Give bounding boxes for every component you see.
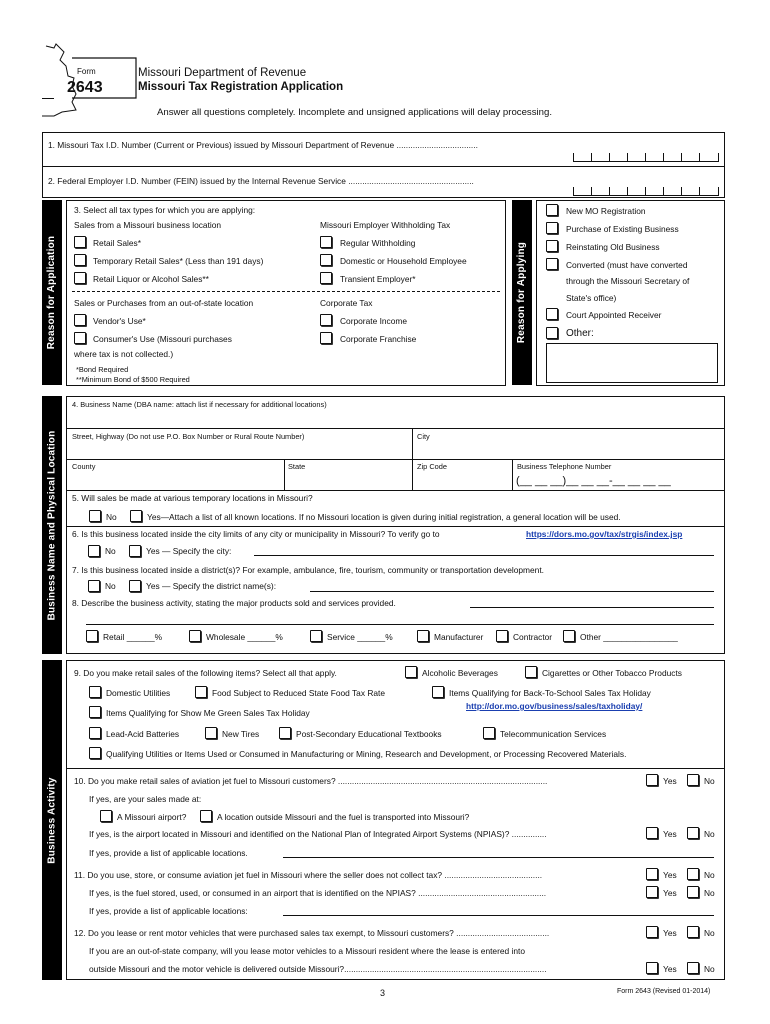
q6-no-checkbox[interactable] — [88, 545, 100, 557]
converted-checkbox[interactable] — [546, 258, 558, 270]
q5-label: 5. Will sales be made at various temporary locations in Missouri? — [72, 493, 313, 503]
sidebar-reason-for-application: Reason for Application — [42, 200, 62, 385]
consumers-use-checkbox[interactable] — [74, 332, 86, 344]
q6-no-label: No — [105, 546, 116, 556]
textbooks-checkbox[interactable] — [279, 727, 291, 739]
q12-no-label: No — [704, 928, 715, 938]
q4-label: 4. Business Name (DBA name: attach list if necessary for additional locations) — [72, 400, 327, 409]
form-revision: Form 2643 (Revised 01-2014) — [617, 988, 711, 995]
q10-label: 10. Do you make retail sales of aviation jet fuel to Missouri customers? .......................................................................................... — [74, 776, 548, 786]
q12-yes-checkbox[interactable] — [646, 926, 658, 938]
regular-withholding-checkbox[interactable] — [320, 236, 332, 248]
sidebar-business-activity: Business Activity — [42, 660, 62, 980]
lead-acid-checkbox[interactable] — [89, 727, 101, 739]
domestic-employee-label: Domestic or Household Employee — [340, 256, 467, 266]
reinstating-label: Reinstating Old Business — [566, 242, 660, 252]
tax-holiday-link[interactable]: http://dor.mo.gov/business/sales/taxholiday/ — [466, 701, 643, 711]
regular-withholding-label: Regular Withholding — [340, 238, 416, 248]
business-name-input[interactable] — [70, 410, 720, 428]
retail-liquor-label: Retail Liquor or Alcohol Sales** — [93, 274, 209, 284]
q11-no-label: No — [704, 870, 715, 880]
new-tires-label: New Tires — [222, 729, 260, 739]
retail-percent-checkbox[interactable] — [86, 630, 98, 642]
divider — [66, 459, 725, 460]
q5-no-checkbox[interactable] — [89, 510, 101, 522]
alcoholic-beverages-label: Alcoholic Beverages — [422, 668, 498, 678]
q5-no-label: No — [106, 512, 117, 522]
transient-employer-checkbox[interactable] — [320, 272, 332, 284]
converted-label-line1: Converted (must have converted — [566, 260, 688, 270]
outside-missouri-checkbox[interactable] — [200, 810, 212, 822]
header-tick — [42, 98, 54, 99]
back-to-school-label: Items Qualifying for Back-To-School Sales Tax Holiday — [449, 688, 651, 698]
q10-no-checkbox[interactable] — [687, 774, 699, 786]
domestic-utilities-label: Domestic Utilities — [106, 688, 171, 698]
q2-label: 2. Federal Employer I.D. Number (FEIN) issued by the Internal Revenue Service ...................................................... — [48, 176, 474, 186]
zip-label: Zip Code — [417, 462, 447, 471]
q12-yes-label: Yes — [663, 928, 677, 938]
divider — [66, 490, 725, 491]
corporate-income-label: Corporate Income — [340, 316, 408, 326]
q11-list-label: If yes, provide a list of applicable locations: — [89, 906, 248, 916]
q11-npias-label: If yes, is the fuel stored, used, or consumed in an airport that is identified on the NPIAS? ....................................................... — [89, 888, 547, 898]
business-activity-input-line2[interactable] — [86, 624, 714, 625]
corporate-tax-heading: Corporate Tax — [320, 298, 373, 308]
q11-npias-no-checkbox[interactable] — [687, 886, 699, 898]
food-reduced-checkbox[interactable] — [195, 686, 207, 698]
court-receiver-label: Court Appointed Receiver — [566, 310, 662, 320]
page-number: 3 — [380, 988, 386, 998]
retail-sales-checkbox[interactable] — [74, 236, 86, 248]
q11-npias-yes-checkbox[interactable] — [646, 886, 658, 898]
manufacturer-label: Manufacturer — [434, 632, 484, 642]
other-reason-label: Other: — [566, 328, 594, 339]
state-label: State — [288, 462, 306, 471]
divider — [66, 768, 725, 769]
telecom-label: Telecommunication Services — [500, 729, 607, 739]
q9-label: 9. Do you make retail sales of the following items? Select all that apply. — [74, 668, 337, 678]
form-title: Missouri Tax Registration Application — [138, 81, 344, 93]
form-number: 2643 — [67, 79, 103, 96]
divider — [284, 459, 285, 490]
alcoholic-beverages-checkbox[interactable] — [405, 666, 417, 678]
q10-locations-input[interactable] — [283, 857, 714, 858]
service-percent-checkbox[interactable] — [310, 630, 322, 642]
section-separator — [72, 291, 500, 292]
q7-no-checkbox[interactable] — [88, 580, 100, 592]
converted-label-line3: State's office) — [566, 293, 617, 303]
q11-locations-input[interactable] — [283, 915, 714, 916]
tax-id-input[interactable] — [573, 150, 719, 162]
contractor-label: Contractor — [513, 632, 553, 642]
divider — [66, 526, 725, 527]
vendors-use-checkbox[interactable] — [74, 314, 86, 326]
q10-npias-yes-label: Yes — [663, 829, 677, 839]
divider — [66, 428, 725, 429]
new-mo-registration-label: New MO Registration — [566, 206, 646, 216]
q6-yes-checkbox[interactable] — [129, 545, 141, 557]
phone-label: Business Telephone Number — [517, 462, 612, 471]
q6-yes-label: Yes — Specify the city: — [146, 546, 232, 556]
q10-yes-label: Yes — [663, 776, 677, 786]
temporary-retail-label: Temporary Retail Sales* (Less than 191 days) — [93, 256, 264, 266]
lead-acid-label: Lead-Acid Batteries — [106, 729, 180, 739]
consumers-use-label-line1: Consumer's Use (Missouri purchases — [93, 334, 232, 344]
instruction-text: Answer all questions completely. Incomplete and unsigned applications will delay processing. — [157, 107, 552, 118]
q10-npias-no-checkbox[interactable] — [687, 827, 699, 839]
q5-yes-checkbox[interactable] — [130, 510, 142, 522]
withholding-heading: Missouri Employer Withholding Tax — [320, 220, 451, 230]
out-of-state-heading: Sales or Purchases from an out-of-state location — [74, 298, 254, 308]
new-tires-checkbox[interactable] — [205, 727, 217, 739]
divider — [512, 459, 513, 490]
missouri-airport-label: A Missouri airport? — [117, 812, 187, 822]
fein-input[interactable] — [573, 184, 719, 196]
other-activity-label: Other ________________ — [580, 632, 678, 642]
divider — [42, 166, 725, 167]
q12-label: 12. Do you lease or rent motor vehicles that were purchased sales tax exempt, to Missouri customers? ........................................ — [74, 928, 550, 938]
county-label: County — [72, 462, 96, 471]
state-input[interactable] — [288, 472, 408, 488]
q8-label: 8. Describe the business activity, stating the major products sold and services provided. — [72, 598, 396, 608]
q10-npias-label: If yes, is the airport located in Missouri and identified on the National Plan of Integrated Airport Systems (NPIAS)? ............... — [89, 829, 547, 839]
temporary-retail-checkbox[interactable] — [74, 254, 86, 266]
sidebar-business-location: Business Name and Physical Location — [42, 396, 62, 654]
wholesale-percent-label: Wholesale ______% — [206, 632, 283, 642]
food-reduced-label: Food Subject to Reduced State Food Tax Rate — [212, 688, 386, 698]
q12-out-of-state-line2: outside Missouri and the motor vehicle is delivered outside Missouri?....................................................................................... — [89, 964, 547, 974]
minimum-bond-note: **Minimum Bond of $500 Required — [76, 375, 190, 384]
q12-out-no-label: No — [704, 964, 715, 974]
converted-label-line2: through the Missouri Secretary of — [566, 276, 690, 286]
q10-npias-yes-checkbox[interactable] — [646, 827, 658, 839]
q7-label: 7. Is this business located inside a district(s)? For example, ambulance, fire, tourism, community or transportation development. — [72, 565, 544, 575]
q10-no-label: No — [704, 776, 715, 786]
city-specify-input[interactable] — [254, 555, 714, 556]
zip-input[interactable] — [416, 472, 508, 488]
q12-out-yes-label: Yes — [663, 964, 677, 974]
q11-label: 11. Do you use, store, or consume aviation jet fuel in Missouri where the seller does not collect tax? .......................................... — [74, 870, 543, 880]
cigarettes-checkbox[interactable] — [525, 666, 537, 678]
q6-label: 6. Is this business located inside the city limits of any city or municipality in Missouri? To verify go to — [72, 529, 440, 539]
domestic-utilities-checkbox[interactable] — [89, 686, 101, 698]
q7-yes-checkbox[interactable] — [129, 580, 141, 592]
q11-no-checkbox[interactable] — [687, 868, 699, 880]
qualifying-utilities-label: Qualifying Utilities or Items Used or Consumed in Manufacturing or Mining, Research and Development, or Processing Recovered Materials. — [106, 749, 627, 759]
street-input[interactable] — [70, 442, 408, 458]
city-input[interactable] — [416, 442, 720, 458]
outside-missouri-label: A location outside Missouri and the fuel is transported into Missouri? — [217, 812, 470, 822]
back-to-school-checkbox[interactable] — [432, 686, 444, 698]
missouri-airport-checkbox[interactable] — [100, 810, 112, 822]
other-activity-checkbox[interactable] — [563, 630, 575, 642]
consumers-use-label-line2: where tax is not collected.) — [74, 349, 174, 359]
cigarettes-label: Cigarettes or Other Tobacco Products — [542, 668, 682, 678]
bond-note: *Bond Required — [76, 365, 129, 374]
transient-employer-label: Transient Employer* — [340, 274, 416, 284]
q1-label: 1. Missouri Tax I.D. Number (Current or Previous) issued by Missouri Department of Revenue ................................... — [48, 140, 478, 150]
q10-sales-made-label: If yes, are your sales made at: — [89, 794, 202, 804]
wholesale-percent-checkbox[interactable] — [189, 630, 201, 642]
corporate-franchise-checkbox[interactable] — [320, 332, 332, 344]
other-reason-input[interactable] — [546, 343, 718, 383]
city-verify-link[interactable]: https://dors.mo.gov/tax/strgis/index.jsp — [526, 529, 683, 539]
department-name: Missouri Department of Revenue — [138, 67, 307, 79]
district-specify-input[interactable] — [310, 591, 714, 592]
q11-yes-label: Yes — [663, 870, 677, 880]
purchase-existing-label: Purchase of Existing Business — [566, 224, 679, 234]
textbooks-label: Post-Secondary Educational Textbooks — [296, 729, 442, 739]
q11-npias-no-label: No — [704, 888, 715, 898]
q12-out-no-checkbox[interactable] — [687, 962, 699, 974]
manufacturer-checkbox[interactable] — [417, 630, 429, 642]
q10-npias-no-label: No — [704, 829, 715, 839]
purchase-existing-checkbox[interactable] — [546, 222, 558, 234]
service-percent-label: Service ______% — [327, 632, 393, 642]
sidebar-reason-for-applying: Reason for Applying — [512, 200, 532, 385]
new-mo-registration-checkbox[interactable] — [546, 204, 558, 216]
other-reason-checkbox[interactable] — [546, 327, 558, 339]
q7-no-label: No — [105, 581, 116, 591]
show-me-green-checkbox[interactable] — [89, 706, 101, 718]
q10-list-label: If yes, provide a list of applicable locations. — [89, 848, 248, 858]
q11-yes-checkbox[interactable] — [646, 868, 658, 880]
q7-yes-label: Yes — Specify the district name(s): — [146, 581, 277, 591]
form-label: Form — [77, 67, 96, 76]
street-label: Street, Highway (Do not use P.O. Box Number or Rural Route Number) — [72, 432, 305, 441]
corporate-income-checkbox[interactable] — [320, 314, 332, 326]
qualifying-utilities-checkbox[interactable] — [89, 747, 101, 759]
q12-out-yes-checkbox[interactable] — [646, 962, 658, 974]
court-receiver-checkbox[interactable] — [546, 308, 558, 320]
telecom-checkbox[interactable] — [483, 727, 495, 739]
retail-liquor-checkbox[interactable] — [74, 272, 86, 284]
phone-input[interactable]: (__ __ __)__ __ __-__ __ __ __ — [516, 475, 671, 487]
reinstating-checkbox[interactable] — [546, 240, 558, 252]
q11-npias-yes-label: Yes — [663, 888, 677, 898]
vendors-use-label: Vendor's Use* — [93, 316, 146, 326]
q12-out-of-state-line1: If you are an out-of-state company, will you lease motor vehicles to a Missouri resident where the lease is entered into — [89, 946, 526, 956]
domestic-employee-checkbox[interactable] — [320, 254, 332, 266]
business-activity-input-line1[interactable] — [470, 607, 714, 608]
business-location-heading: Sales from a Missouri business location — [74, 220, 222, 230]
retail-percent-label: Retail ______% — [103, 632, 163, 642]
contractor-checkbox[interactable] — [496, 630, 508, 642]
show-me-green-label: Items Qualifying for Show Me Green Sales Tax Holiday — [106, 708, 310, 718]
retail-sales-label: Retail Sales* — [93, 238, 141, 248]
corporate-franchise-label: Corporate Franchise — [340, 334, 417, 344]
q3-label: 3. Select all tax types for which you are applying: — [74, 205, 256, 215]
q12-no-checkbox[interactable] — [687, 926, 699, 938]
q5-yes-label: Yes—Attach a list of all known locations. If no Missouri location is given during initial registration, a general location will be used. — [147, 512, 621, 522]
q10-yes-checkbox[interactable] — [646, 774, 658, 786]
city-label: City — [417, 432, 430, 441]
county-input[interactable] — [70, 472, 280, 488]
